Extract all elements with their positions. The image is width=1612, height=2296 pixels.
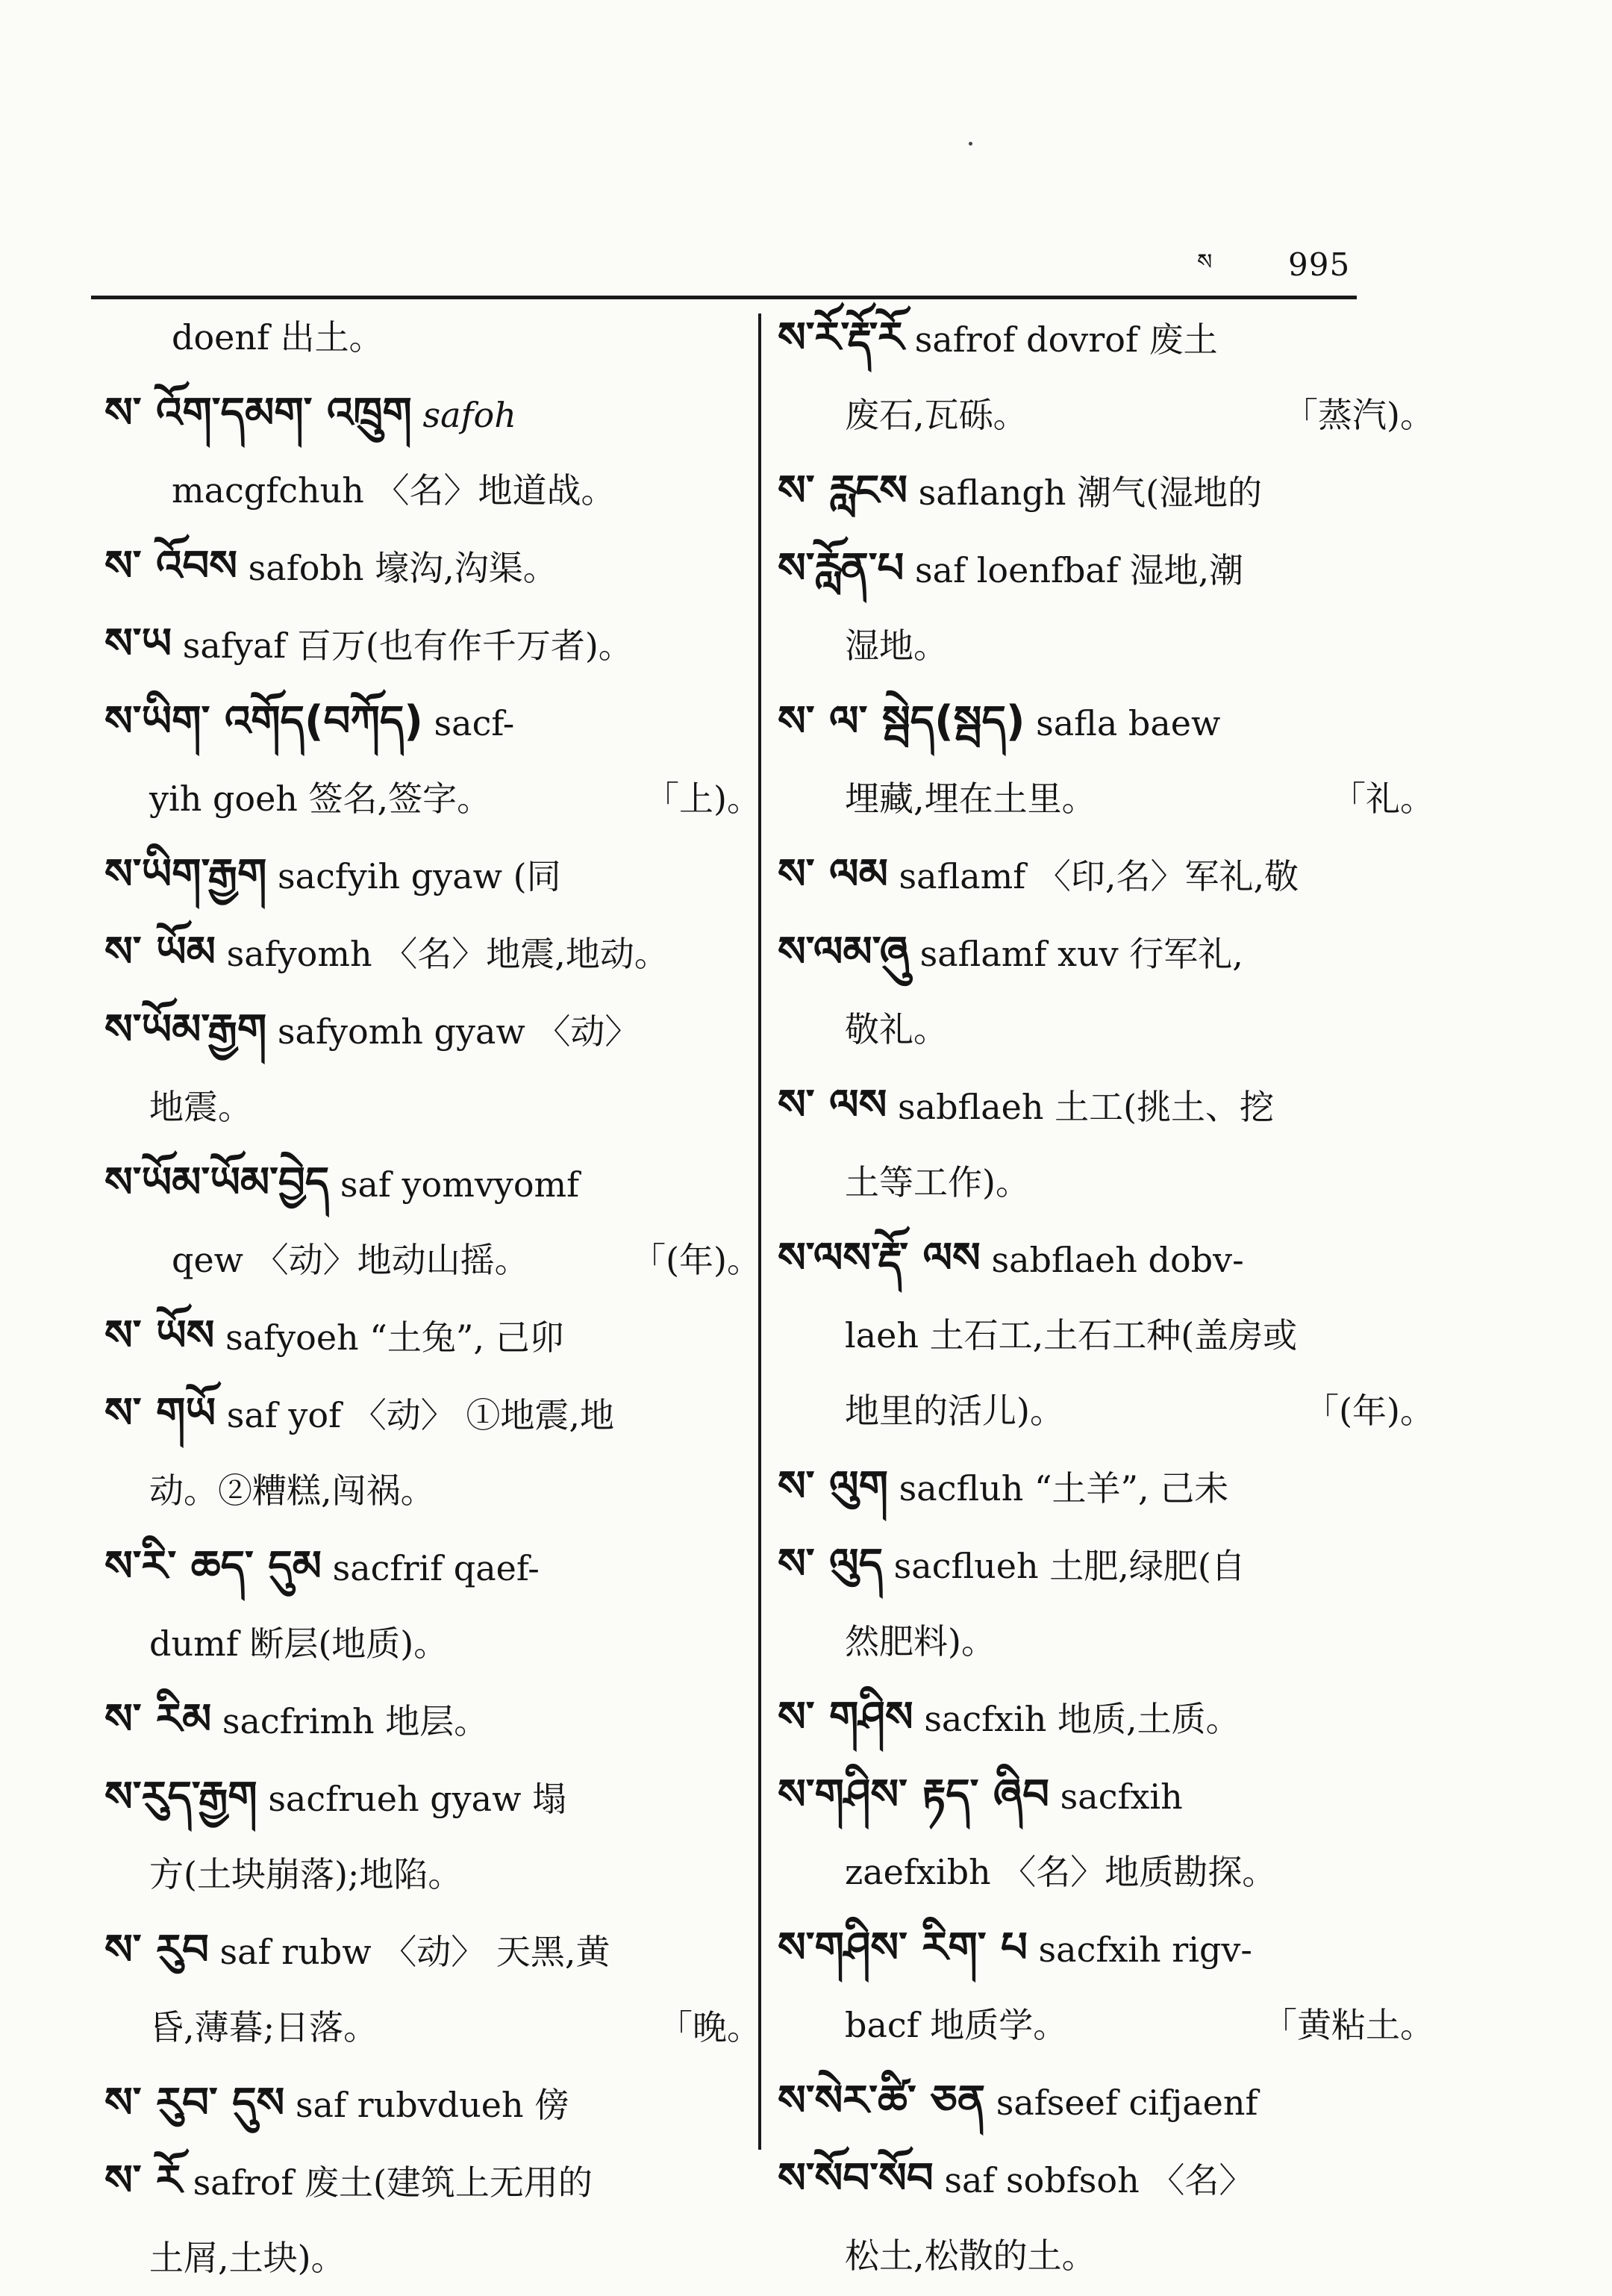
- page-number: 995: [1288, 246, 1351, 283]
- header-letter: ས: [1197, 249, 1213, 275]
- continuation-note: 「蒸汽)。: [1284, 395, 1434, 435]
- dictionary-line: ས་ རུབ་ དུས saf rubvdueh 傍: [104, 2079, 569, 2127]
- continuation-note: 「(年)。: [1305, 1391, 1434, 1431]
- continuation-note: 「上)。: [645, 779, 761, 819]
- dictionary-line: 埋藏,埋在土里。 「礼。: [778, 761, 1434, 837]
- right-column: [778, 300, 1434, 2294]
- dictionary-line: ས་རི་ ཆད་ དུམ sacfrif qaef-: [104, 1542, 540, 1591]
- dictionary-line: 地里的活儿)。 「(年)。: [778, 1373, 1434, 1449]
- tibetan-headword: ས་ འོབས: [104, 542, 238, 590]
- continuation-note: 「礼。: [1331, 779, 1434, 819]
- dictionary-line: 昏,薄暮;日落。 「晚。: [104, 1990, 761, 2065]
- dictionary-line: 湿地。: [845, 626, 948, 666]
- dictionary-line: ས་ ཡོམ safyomh 〈名〉地震,地动。: [104, 928, 669, 976]
- tibetan-headword: ས་ ལམ: [778, 850, 888, 899]
- tibetan-headword: ས་ ལས: [778, 1081, 887, 1129]
- dictionary-line: 敬礼。: [845, 1009, 948, 1049]
- dictionary-line: ས་ འོབས safobh 壕沟,沟渠。: [104, 542, 557, 590]
- dictionary-line: ས་ཡོམ་རྒྱག safyomh gyaw 〈动〉: [104, 1005, 640, 1054]
- dictionary-line: ས་སོབ་སོབ saf sobfsoh 〈名〉: [778, 2154, 1254, 2203]
- dictionary-line: ས་ གཤིས sacfxih 地质,土质。: [778, 1693, 1240, 1741]
- dictionary-line: ས་ རླངས saflangh 潮气(湿地的: [778, 467, 1263, 515]
- tibetan-headword: ས་རི་ ཆད་ དུམ: [104, 1542, 322, 1591]
- dictionary-line: ས་ རུབ saf rubw 〈动〉 天黑,黄: [104, 1926, 610, 1974]
- dictionary-line: ས་རློན་པ saf loenfbaf 湿地,潮: [778, 544, 1244, 593]
- dictionary-line: qew 〈动〉地动山摇。 「(年)。: [104, 1223, 761, 1298]
- dictionary-line: zaefxibh 〈名〉地质勘探。: [845, 1852, 1277, 1892]
- tibetan-headword: ས་གཤིས་ རྟད་ ཞིབ: [778, 1771, 1050, 1819]
- dictionary-line: ས་ འོག་དམག་ འཁྲུག safoh: [104, 389, 516, 437]
- continuation-note: 「晚。: [658, 2007, 761, 2047]
- tibetan-headword: ས་ལམ་ཞུ: [778, 928, 910, 976]
- tibetan-headword: ས་ཡིག་རྒྱག: [104, 850, 267, 899]
- left-column: [104, 300, 761, 2296]
- tibetan-headword: ས་ཡོམ་རྒྱག: [104, 1005, 267, 1054]
- tibetan-headword: ས་ཡིག་ འགོད(བཀོད): [104, 697, 423, 746]
- dictionary-line: ས་གཤིས་ རིག་ པ sacfxih rigv-: [778, 1924, 1252, 1972]
- dictionary-line: ས་ གཡོ saf yof 〈动〉 ①地震,地: [104, 1389, 614, 1438]
- dictionary-line: ས་ ལ་ སྦེད(སྦད) safla baew: [778, 697, 1221, 746]
- scan-speck: [969, 142, 972, 146]
- dictionary-line: yih goeh 签名,签字。 「上)。: [104, 761, 761, 837]
- continuation-note: 「(年)。: [631, 1240, 761, 1280]
- dictionary-line: ས་ཡོམ་ཡོམ་བྱེད saf yomvyomf: [104, 1158, 580, 1207]
- dictionary-line: 土等工作)。: [845, 1162, 1030, 1202]
- dictionary-line: bacf 地质学。 「黄粘土。: [778, 1988, 1434, 2063]
- tibetan-headword: ས་གཤིས་ རིག་ པ: [778, 1924, 1028, 1972]
- dictionary-line: ས་རུད་རྒྱག sacfrueh gyaw 塌: [104, 1773, 567, 1821]
- dictionary-line: ས་རོ་རྡོ་རོ safrof dovrof 废土: [778, 313, 1218, 362]
- dictionary-line: ས་ རིམ sacfrimh 地层。: [104, 1695, 489, 1744]
- tibetan-headword: ས་ ཡོམ: [104, 928, 216, 976]
- dictionary-line: ས་ ལས sabflaeh 土工(挑土、挖: [778, 1081, 1275, 1129]
- tibetan-headword: ས་ ལུག: [778, 1462, 889, 1511]
- tibetan-headword: ས་སེར་ཚི་ ཅན: [778, 2077, 986, 2125]
- tibetan-headword: ས་ རླངས: [778, 467, 908, 515]
- dictionary-line: 方(土块崩落);地陷。: [149, 1854, 463, 1894]
- dictionary-line: 废石,瓦砾。 「蒸汽)。: [778, 378, 1434, 453]
- tibetan-headword: ས་ གཡོ: [104, 1389, 216, 1438]
- tibetan-headword: ས་ འོག་དམག་ འཁྲུག: [104, 389, 412, 437]
- dictionary-line: 土屑,土块)。: [149, 2238, 346, 2278]
- dictionary-line: macgfchuh 〈名〉地道战。: [172, 470, 616, 511]
- dictionary-line: ས་ ལམ saflamf 〈印,名〉军礼,敬: [778, 850, 1299, 899]
- dictionary-line: laeh 土石工,土石工种(盖房或: [845, 1315, 1298, 1356]
- tibetan-headword: ས་ རིམ: [104, 1695, 212, 1744]
- dictionary-line: ས་ རོ safrof 废土(建筑上无用的: [104, 2156, 593, 2205]
- tibetan-headword: ས་ ལུད: [778, 1540, 884, 1588]
- dictionary-line: ས་ ལུད sacflueh 土肥,绿肥(自: [778, 1540, 1246, 1588]
- dictionary-line: ས་གཤིས་ རྟད་ ཞིབ sacfxih: [778, 1771, 1183, 1819]
- tibetan-headword: ས་ཡ: [104, 620, 172, 668]
- dictionary-line: 地震。: [149, 1087, 252, 1127]
- tibetan-headword: ས་ལས་རྡོ་ ལས: [778, 1234, 981, 1282]
- tibetan-headword: ས་རོ་རྡོ་རོ: [778, 313, 905, 362]
- dictionary-line: ས་སེར་ཚི་ ཅན safseef cifjaenf: [778, 2077, 1258, 2125]
- header-rule: [91, 296, 1357, 299]
- tibetan-headword: ས་རློན་པ: [778, 544, 905, 593]
- tibetan-headword: ས་ཡོམ་ཡོམ་བྱེད: [104, 1158, 330, 1207]
- tibetan-headword: ས་ རུབ: [104, 1926, 209, 1974]
- dictionary-line: ས་ལམ་ཞུ saflamf xuv 行军礼,: [778, 928, 1243, 976]
- dictionary-line: ས་ལས་རྡོ་ ལས sabflaeh dobv-: [778, 1234, 1244, 1282]
- tibetan-headword: ས་ ཡོས: [104, 1311, 215, 1360]
- tibetan-headword: ས་སོབ་སོབ: [778, 2154, 934, 2203]
- dictionary-line: ས་ ལུག sacfluh “土羊”, 己未: [778, 1462, 1229, 1511]
- continuation-note: 「黄粘土。: [1263, 2005, 1434, 2045]
- dictionary-line: 动。②糟糕,闯祸。: [149, 1470, 435, 1511]
- dictionary-line: dumf 断层(地质)。: [149, 1623, 449, 1664]
- dictionary-line: ས་ཡིག་རྒྱག sacfyih gyaw (同: [104, 850, 561, 899]
- dictionary-line: 然肥料)。: [845, 1621, 996, 1662]
- dictionary-line: ས་ཡ safyaf 百万(也有作千万者)。: [104, 620, 633, 668]
- tibetan-headword: ས་ རུབ་ དུས: [104, 2079, 285, 2127]
- tibetan-headword: ས་ རོ: [104, 2156, 182, 2205]
- dictionary-line: 松土,松散的土。: [845, 2236, 1096, 2276]
- tibetan-headword: ས་རུད་རྒྱག: [104, 1773, 257, 1821]
- dictionary-line: doenf 出土。: [172, 317, 384, 358]
- tibetan-headword: ས་ ལ་ སྦེད(སྦད): [778, 697, 1025, 746]
- dictionary-line: ས་ཡིག་ འགོད(བཀོད) sacf-: [104, 697, 515, 746]
- tibetan-headword: ས་ གཤིས: [778, 1693, 913, 1741]
- dictionary-line: ས་ ཡོས safyoeh “土兔”, 己卯: [104, 1311, 564, 1360]
